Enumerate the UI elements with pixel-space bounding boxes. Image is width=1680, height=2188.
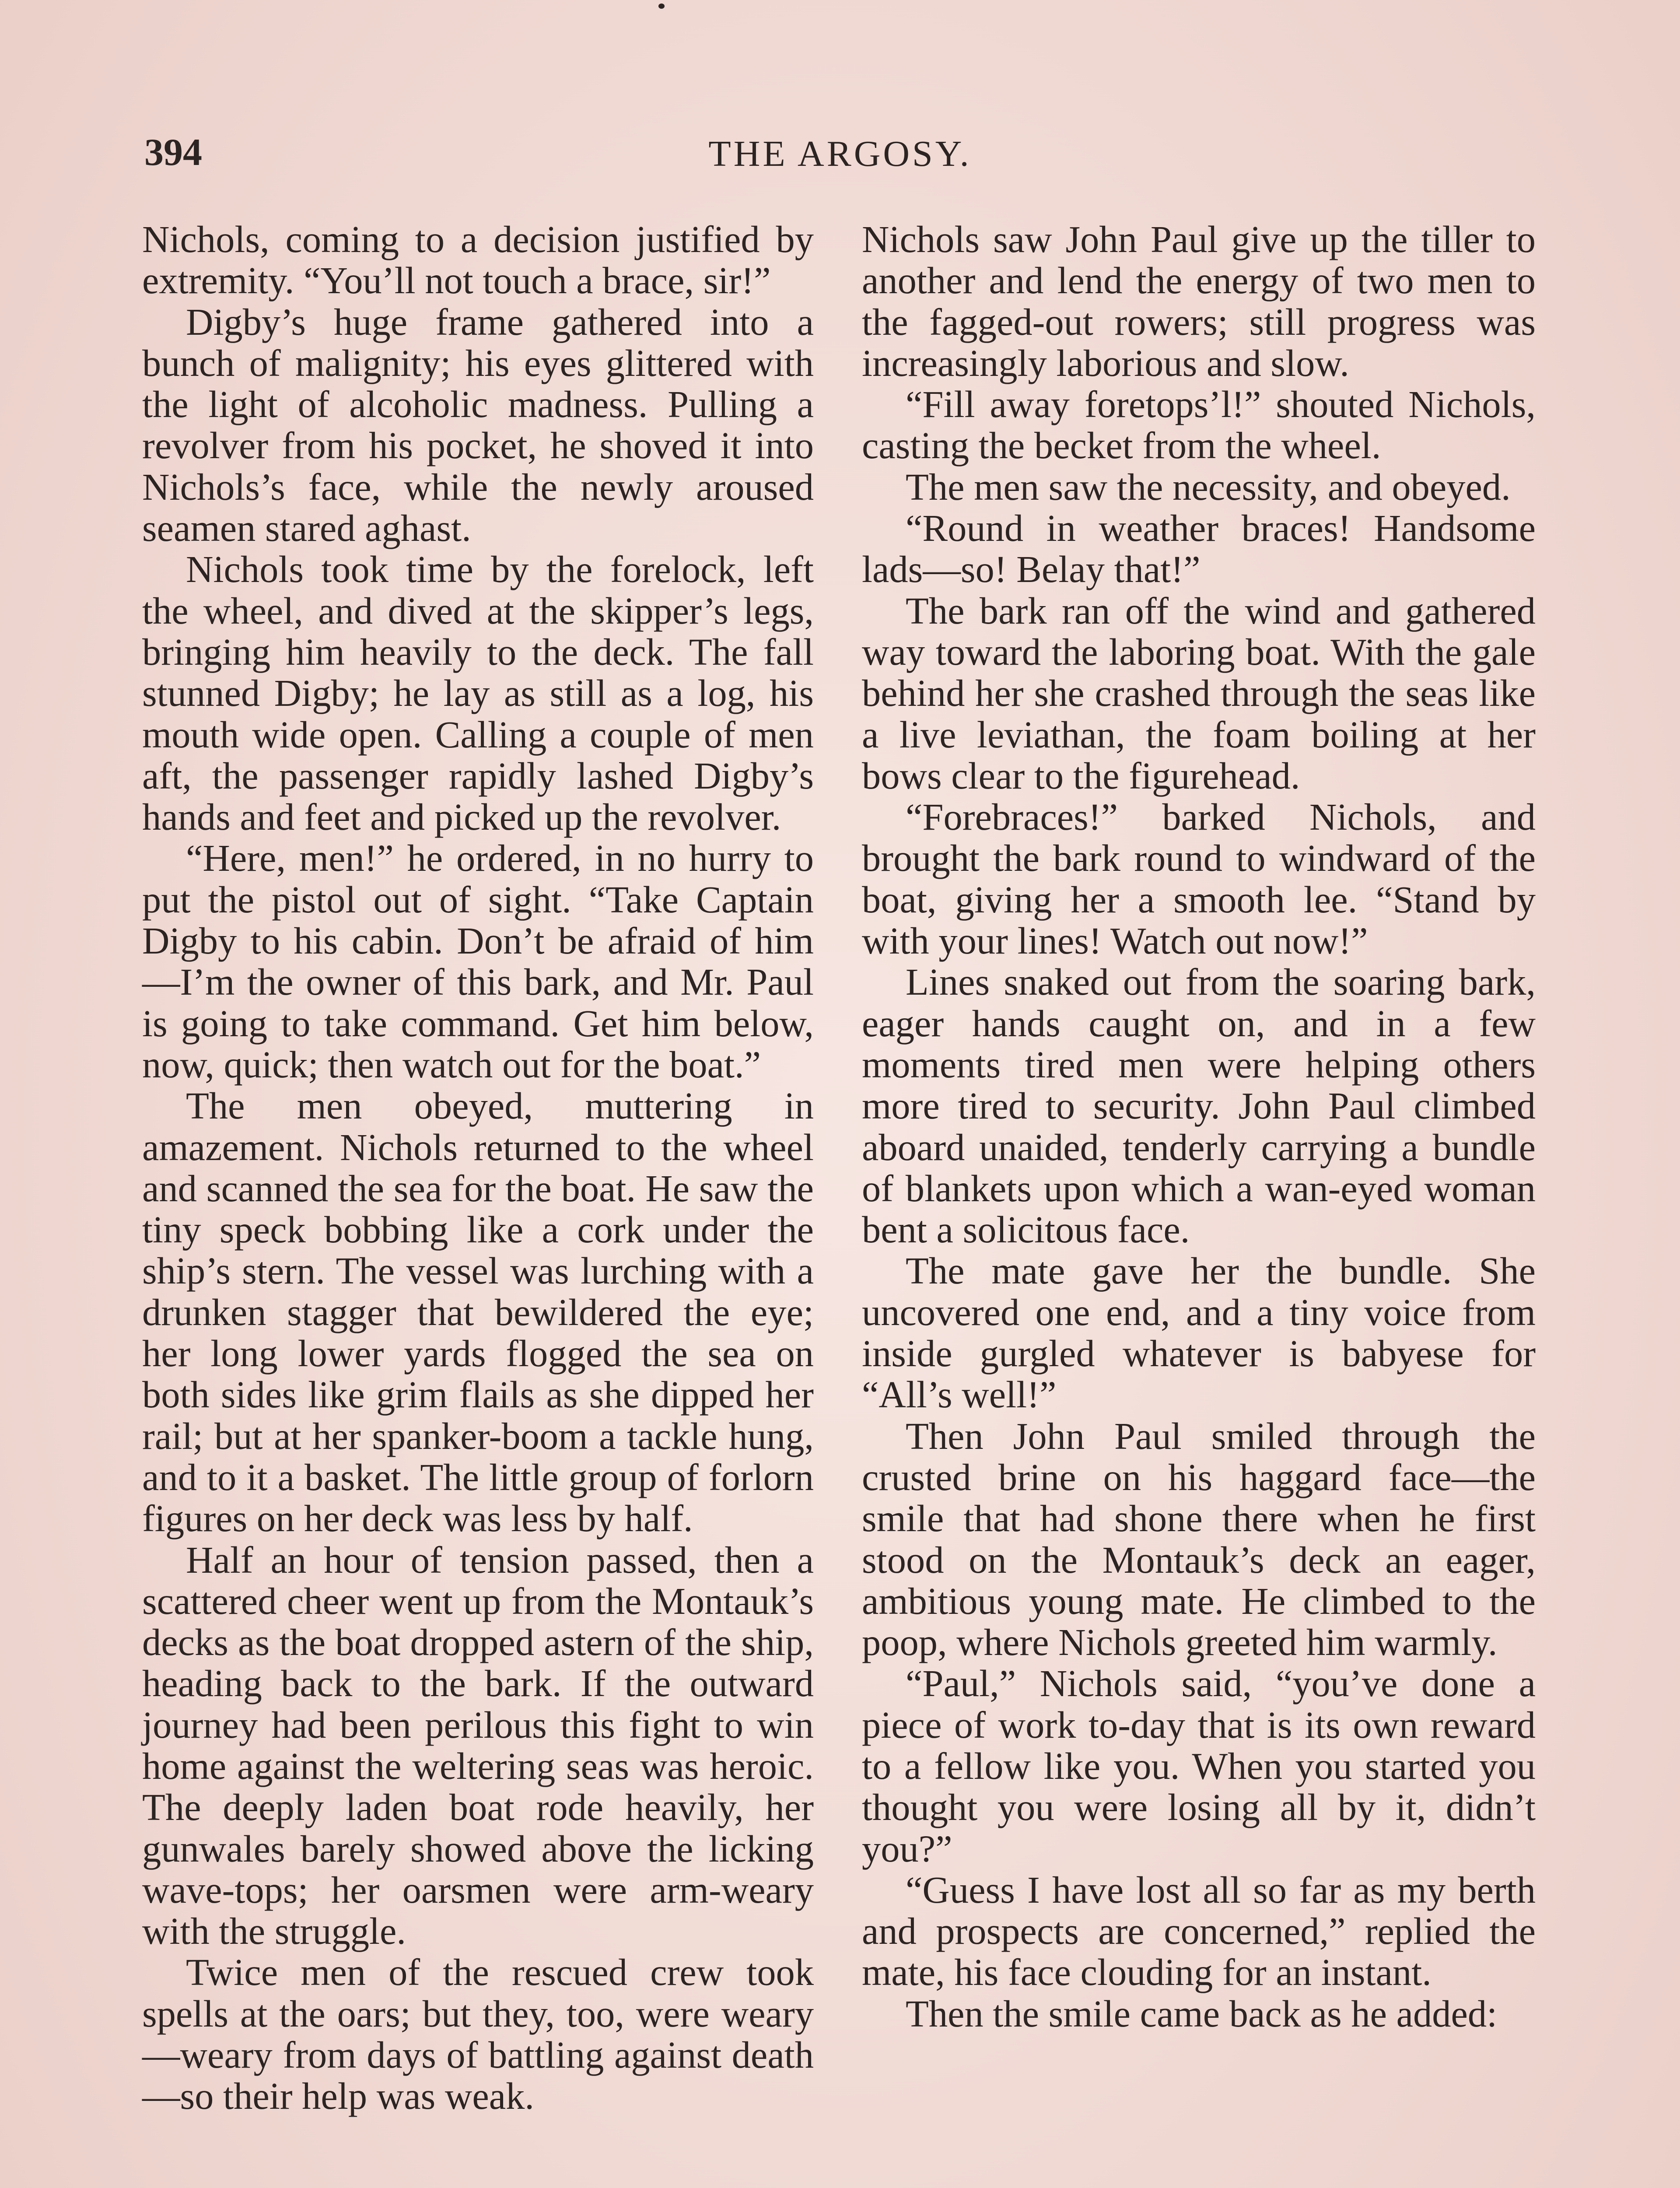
paragraph: “Guess I have lost all so far as my berth and prospects are concerned,” replied the mate, his face clouding for an instant.	[862, 1869, 1536, 1994]
paragraph: The bark ran off the wind and gathered way toward the laboring boat. With the gale behind her she crashed through the seas like a live leviathan, the foam boiling at her bows clear to the figurehead.	[862, 589, 1536, 797]
paragraph: Nichols took time by the forelock, left the wheel, and dived at the skipper’s legs, bringing him heavily to the deck. The fall stunned Digby; he lay as still as a log, his mouth wide open. Calling a couple of men aft, the passenger rapidly lashed Digby’s hands and feet and picked up the revolver.	[142, 548, 814, 838]
paragraph: Twice men of the rescued crew took spells at the oars; but they, too, were weary—weary from days of battling against death—so their help was weak.	[142, 1951, 814, 2118]
paragraph: The mate gave her the bundle. She uncovered one end, and a tiny voice from inside gurgled whatever is babyese for “All’s well!”	[862, 1250, 1536, 1416]
paragraph: Nichols saw John Paul give up the tiller to another and lend the energy of two men to the fagged-out rowers; still progress was increasingly laborious and slow.	[862, 218, 1536, 384]
right-column	[862, 219, 1536, 2034]
paragraph: Half an hour of tension passed, then a scattered cheer went up from the Montauk’s decks as the boat dropped astern of the ship, heading back to the bark. If the outward journey had been perilous this fight to win home against the weltering seas was heroic. The deeply laden boat rode heavily, her gunwales barely showed above the licking wave-tops; her oarsmen were arm-weary with the struggle.	[142, 1539, 814, 1953]
paragraph: Digby’s huge frame gathered into a bunch of malignity; his eyes glittered with the light of alcoholic madness. Pulling a revolver from his pocket, he shoved it into Nichols’s face, while the newly aroused seamen stared aghast.	[142, 301, 814, 550]
paragraph: “Forebraces!” barked Nichols, and brought the bark round to windward of the boat, giving her a smooth lee. “Stand by with your lines! Watch out now!”	[862, 796, 1536, 962]
paragraph: “Paul,” Nichols said, “you’ve done a piece of work to-day that is its own reward to a fellow like you. When you started you thought you were losing all by it, didn’t you?”	[862, 1662, 1536, 1870]
left-column	[142, 219, 814, 2117]
paragraph: “Fill away foretops’l!” shouted Nichols, casting the becket from the wheel.	[862, 383, 1536, 467]
paragraph: Lines snaked out from the soaring bark, eager hands caught on, and in a few moments tired men were helping others more tired to security. John Paul climbed aboard unaided, tenderly carrying a bundle of blankets upon which a wan-eyed woman bent a solicitous face.	[862, 961, 1536, 1251]
paragraph: Then the smile came back as he added:	[906, 1992, 1498, 2035]
paragraph: Nichols, coming to a decision justified by extremity. “You’ll not touch a brace, sir!”	[142, 218, 814, 302]
paragraph: The men obeyed, muttering in amazement. Nichols returned to the wheel and scanned the sea for the boat. He saw the tiny speck bobbing like a cork under the ship’s stern. The vessel was lurching with a drunken stagger that bewildered the eye; her long lower yards flogged the sea on both sides like grim flails as she dipped her rail; but at her spanker-boom a tackle hung, and to it a basket. The little group of forlorn figures on her deck was less by half.	[142, 1085, 814, 1540]
ink-speck	[658, 4, 665, 9]
paragraph: “Here, men!” he ordered, in no hurry to put the pistol out of sight. “Take Captain Digby to his cabin. Don’t be afraid of him—I’m the owner of this bark, and Mr. Paul is going to take command. Get him below, now, quick; then watch out for the boat.”	[142, 837, 814, 1086]
page-number: 394	[144, 131, 202, 174]
paragraph: The men saw the necessity, and obeyed.	[906, 466, 1511, 508]
running-title: THE ARGOSY.	[708, 133, 972, 174]
paragraph: Then John Paul smiled through the crusted brine on his haggard face—the smile that had shone there when he first stood on the Montauk’s deck an eager, ambitious young mate. He climbed to the poop, where Nichols greeted him warmly.	[862, 1415, 1536, 1664]
paragraph: “Round in weather braces! Handsome lads—so! Belay that!”	[862, 507, 1536, 591]
